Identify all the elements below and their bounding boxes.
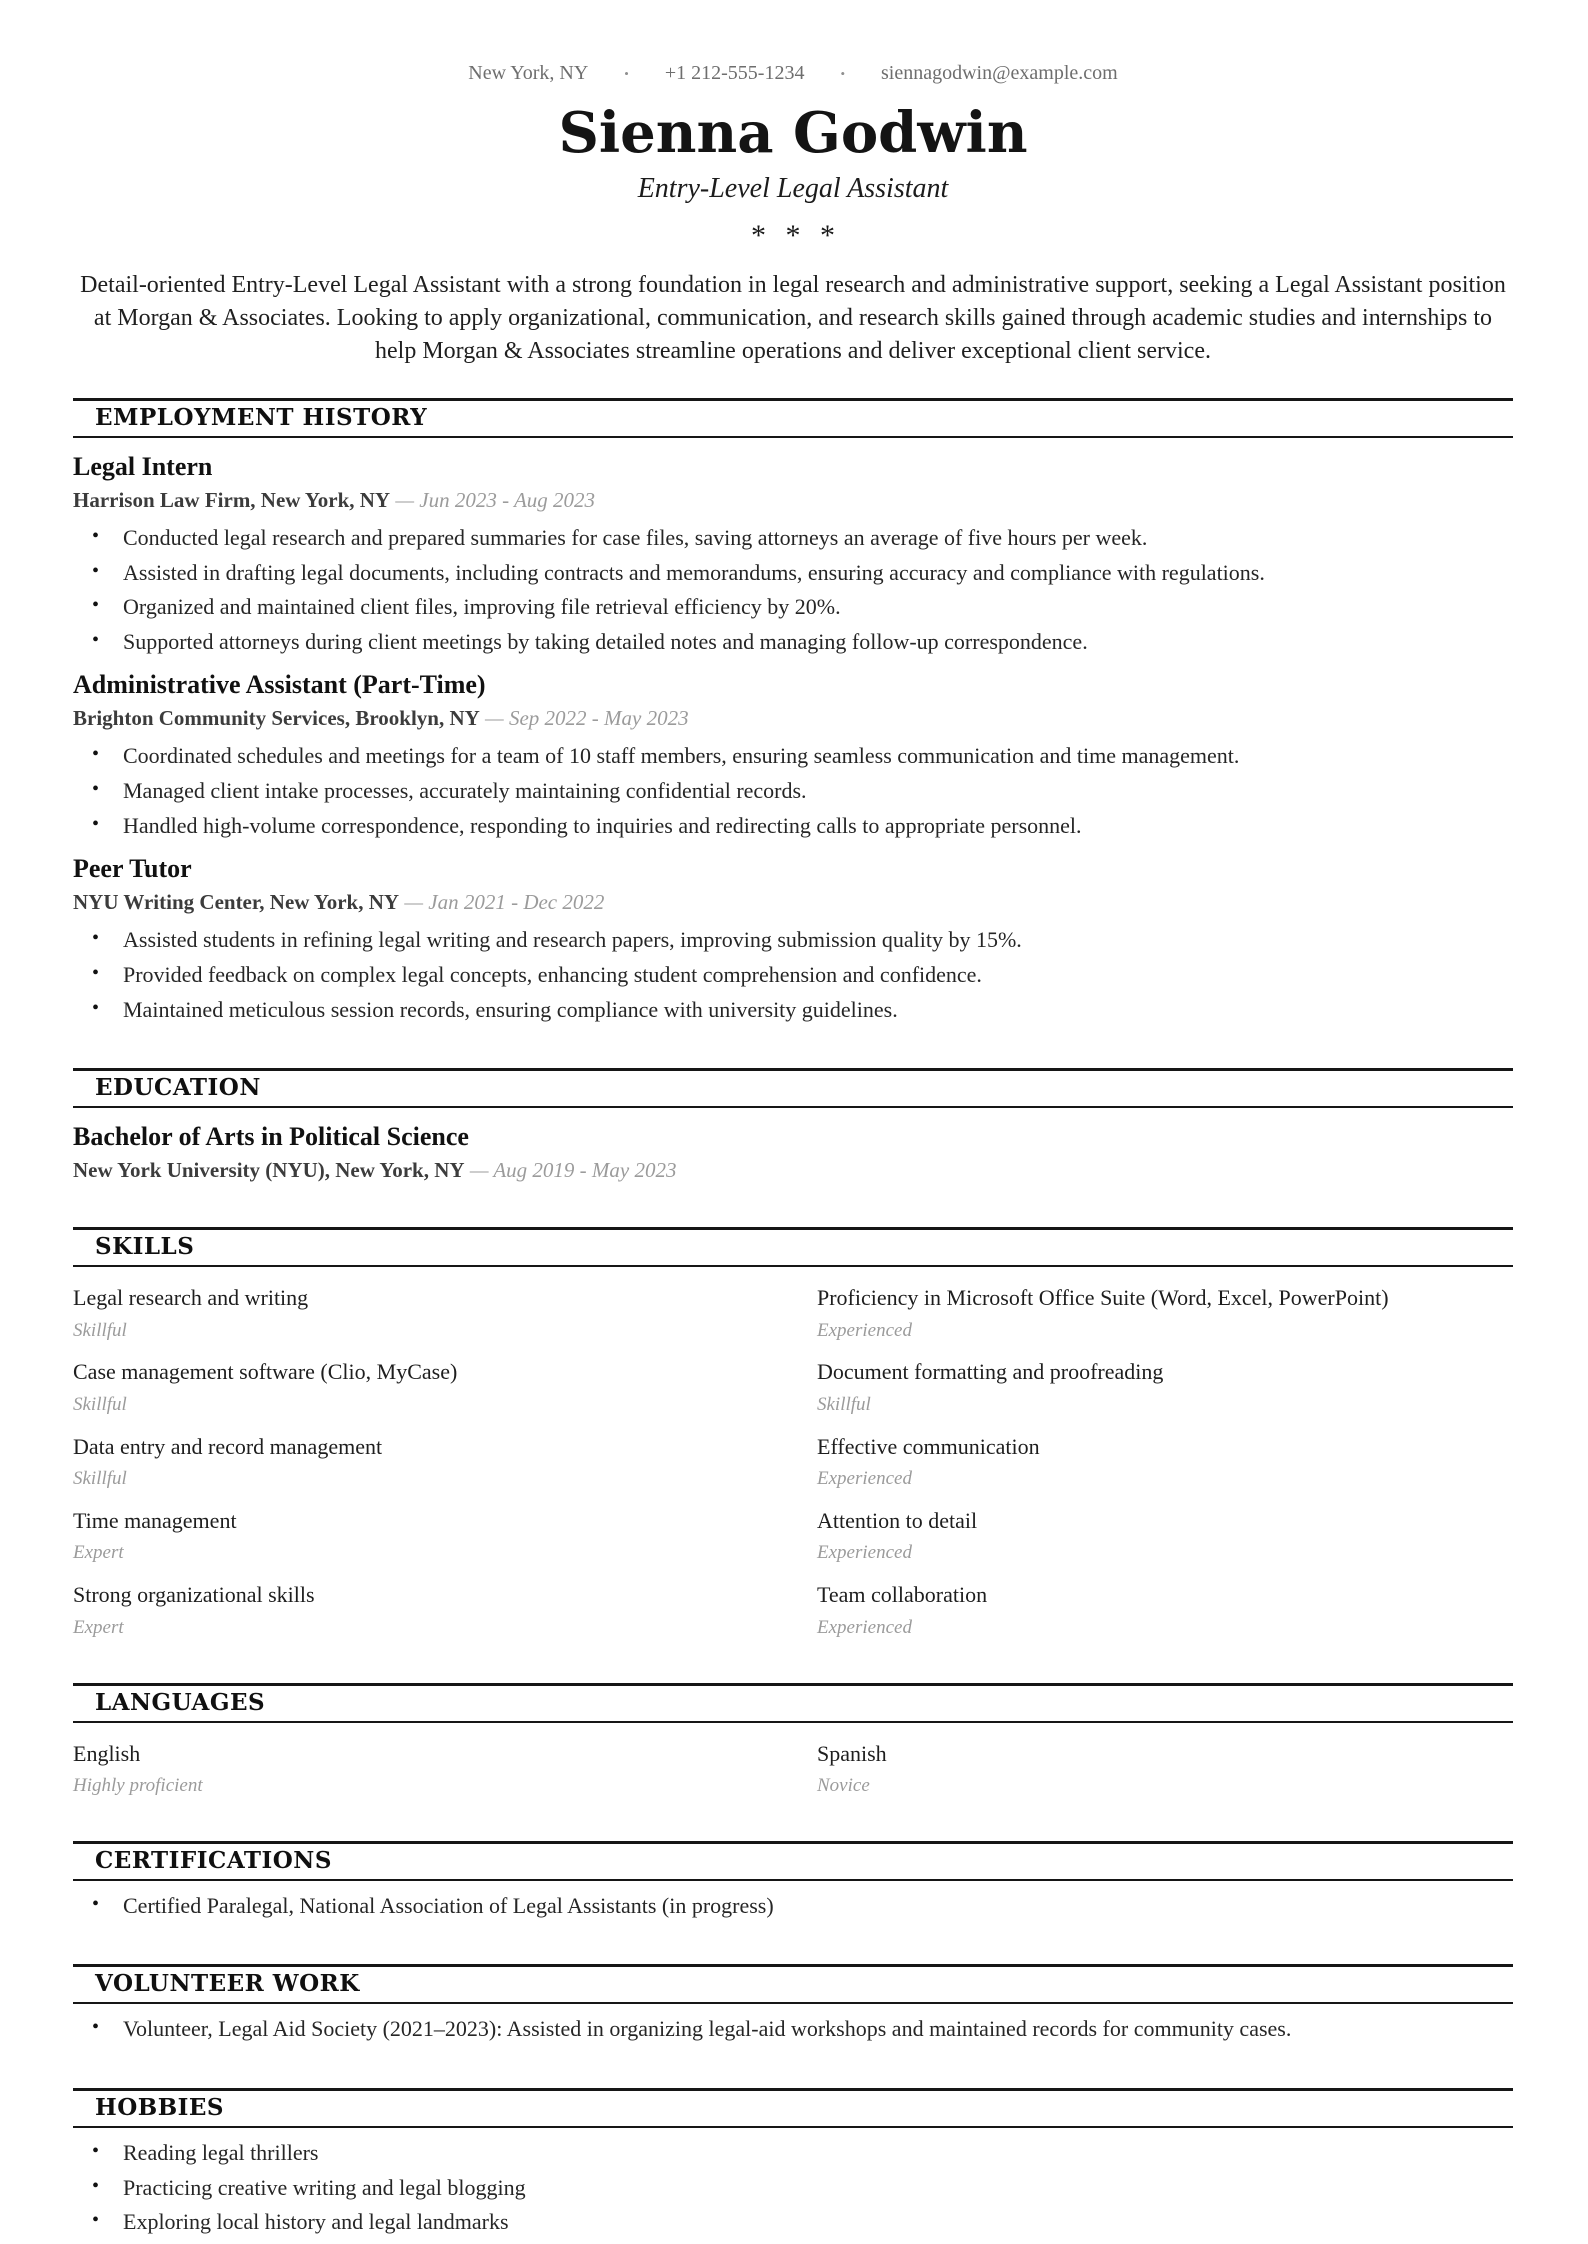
bullet-item: • Supported attorneys during client meetings by taking detailed notes and managing follow-up correspondence. — [73, 628, 1513, 657]
section-band — [73, 1841, 1513, 1881]
skill-name: Legal research and writing — [73, 1285, 309, 1311]
section-heading-skills: SKILLS — [95, 1233, 195, 1261]
summary-text: Detail-oriented Entry-Level Legal Assistant with a strong foundation in legal research and administrative support, seeking a Legal Assistant position at Morgan & Associates. Looking to apply organizational, communication, and research skills gained through academic studies and internships to help Morgan & Associates streamline operations and deliver exceptional client service. — [80, 271, 1506, 364]
skill-name: Case management software (Clio, MyCase) — [73, 1359, 458, 1385]
bullet-item: • Assisted students in refining legal writing and research papers, improving submission quality by 15%. — [73, 926, 1513, 955]
skill-level: Experienced — [817, 1542, 912, 1564]
job-bullet-list — [73, 524, 1513, 656]
job-bullet-list — [73, 926, 1513, 1024]
job-meta — [73, 488, 1513, 513]
language-item — [817, 1741, 1513, 1797]
languages-grid — [73, 1741, 1513, 1797]
job-role: Peer Tutor — [73, 854, 192, 884]
contact-row — [73, 62, 1513, 85]
skill-level: Experienced — [817, 1616, 912, 1638]
bullet-item: • Volunteer, Legal Aid Society (2021–2023): Assisted in organizing legal-aid workshops and maintained records for community cases. — [73, 2015, 1513, 2044]
job-bullet-list — [73, 742, 1513, 840]
section-heading-employment: EMPLOYMENT HISTORY — [95, 403, 428, 431]
job-meta — [73, 706, 1513, 731]
job-org: NYU Writing Center, New York, NY — [73, 890, 400, 915]
skill-item — [817, 1359, 1513, 1415]
skill-item — [817, 1508, 1513, 1564]
section-heading-certifications: CERTIFICATIONS — [95, 1846, 332, 1874]
skill-item — [73, 1508, 769, 1564]
language-item — [73, 1741, 769, 1797]
bullet-item: • Provided feedback on complex legal concepts, enhancing student comprehension and confidence. — [73, 961, 1513, 990]
skill-item — [73, 1434, 769, 1490]
skill-item — [817, 1285, 1513, 1341]
volunteer-list — [73, 2015, 1513, 2044]
skill-name: Document formatting and proofreading — [817, 1359, 1164, 1385]
skill-item — [817, 1582, 1513, 1638]
skill-name: Team collaboration — [817, 1582, 988, 1608]
skill-level: Experienced — [817, 1468, 912, 1490]
section-hobbies — [73, 2088, 1513, 2237]
job-entry — [73, 670, 1513, 840]
resume-job-title: Entry-Level Legal Assistant — [637, 172, 949, 204]
hobbies-list — [73, 2139, 1513, 2237]
section-heading-education: EDUCATION — [95, 1074, 261, 1102]
bullet-item: • Maintained meticulous session records, ensuring compliance with university guidelines. — [73, 996, 1513, 1025]
section-heading-languages: LANGUAGES — [95, 1688, 266, 1716]
education-meta — [73, 1158, 1513, 1183]
job-entry — [73, 854, 1513, 1024]
job-role: Legal Intern — [73, 451, 213, 481]
job-dates: — Sep 2022 - May 2023 — [485, 706, 689, 731]
skill-level: Experienced — [817, 1319, 912, 1341]
job-org: Harrison Law Firm, New York, NY — [73, 487, 391, 512]
job-dates: — Jun 2023 - Aug 2023 — [395, 487, 596, 512]
section-band — [73, 1068, 1513, 1108]
skill-name: Data entry and record management — [73, 1433, 383, 1459]
bullet-item: • Organized and maintained client files, improving file retrieval efficiency by 20%. — [73, 593, 1513, 622]
job-role: Administrative Assistant (Part-Time) — [73, 670, 486, 700]
contact-location: New York, NY — [468, 62, 589, 84]
resume-header — [73, 62, 1513, 368]
skill-name: Effective communication — [817, 1433, 1040, 1459]
section-skills — [73, 1227, 1513, 1638]
skill-item — [817, 1434, 1513, 1490]
education-dates: — Aug 2019 - May 2023 — [469, 1157, 677, 1182]
skill-item — [73, 1359, 769, 1415]
job-meta — [73, 890, 1513, 915]
skill-level: Skillful — [817, 1393, 871, 1415]
section-languages — [73, 1683, 1513, 1797]
skill-item — [73, 1285, 769, 1341]
skill-level: Expert — [73, 1542, 124, 1564]
bullet-item: • Managed client intake processes, accurately maintaining confidential records. — [73, 777, 1513, 806]
bullet-item: • Certified Paralegal, National Association of Legal Assistants (in progress) — [73, 1892, 1513, 1921]
language-name: English — [73, 1740, 141, 1766]
page-title: Sienna Godwin — [558, 100, 1028, 166]
skill-item — [73, 1582, 769, 1638]
dot-separator-icon: • — [840, 66, 846, 81]
language-name: Spanish — [817, 1740, 887, 1766]
section-heading-hobbies: HOBBIES — [95, 2094, 225, 2122]
job-entry — [73, 452, 1513, 656]
section-employment-history — [73, 398, 1513, 1024]
bullet-item: • Coordinated schedules and meetings for a team of 10 staff members, ensuring seamless communication and time management. — [73, 742, 1513, 771]
bullet-item: • Handled high-volume correspondence, responding to inquiries and redirecting calls to appropriate personnel. — [73, 812, 1513, 841]
skill-name: Attention to detail — [817, 1508, 978, 1534]
stars-divider: * * * — [751, 218, 835, 252]
skill-level: Skillful — [73, 1468, 127, 1490]
bullet-item: • Reading legal thrillers — [73, 2139, 1513, 2168]
skill-level: Expert — [73, 1616, 124, 1638]
dot-separator-icon: • — [624, 66, 629, 81]
section-band — [73, 2088, 1513, 2128]
section-band — [73, 1964, 1513, 2004]
section-heading-volunteer: VOLUNTEER WORK — [95, 1970, 360, 1998]
language-level: Novice — [817, 1774, 870, 1796]
section-volunteer-work — [73, 1964, 1513, 2044]
section-band — [73, 1683, 1513, 1723]
certifications-list — [73, 1892, 1513, 1921]
section-certifications — [73, 1841, 1513, 1921]
bullet-item: • Practicing creative writing and legal blogging — [73, 2174, 1513, 2203]
skill-level: Skillful — [73, 1319, 127, 1341]
job-org: Brighton Community Services, Brooklyn, NY — [73, 706, 480, 731]
section-education — [73, 1068, 1513, 1183]
skill-name: Time management — [73, 1508, 237, 1534]
language-level: Highly proficient — [73, 1774, 203, 1796]
bullet-item: • Conducted legal research and prepared summaries for case files, saving attorneys an average of five hours per week. — [73, 524, 1513, 553]
education-org: New York University (NYU), New York, NY — [73, 1157, 465, 1182]
bullet-item: • Exploring local history and legal landmarks — [73, 2208, 1513, 2237]
education-entry — [73, 1122, 1513, 1183]
section-band — [73, 1227, 1513, 1267]
job-dates: — Jan 2021 - Dec 2022 — [404, 890, 605, 915]
contact-email: siennagodwin@example.com — [881, 62, 1118, 84]
skills-grid — [73, 1285, 1513, 1638]
degree-title: Bachelor of Arts in Political Science — [73, 1122, 469, 1152]
bullet-item: • Assisted in drafting legal documents, including contracts and memorandums, ensuring accuracy and compliance with regulations. — [73, 559, 1513, 588]
skill-level: Skillful — [73, 1393, 127, 1415]
contact-phone: +1 212-555-1234 — [664, 62, 805, 84]
skill-name: Strong organizational skills — [73, 1582, 315, 1608]
section-band — [73, 398, 1513, 438]
skill-name: Proficiency in Microsoft Office Suite (Word, Excel, PowerPoint) — [817, 1285, 1389, 1311]
